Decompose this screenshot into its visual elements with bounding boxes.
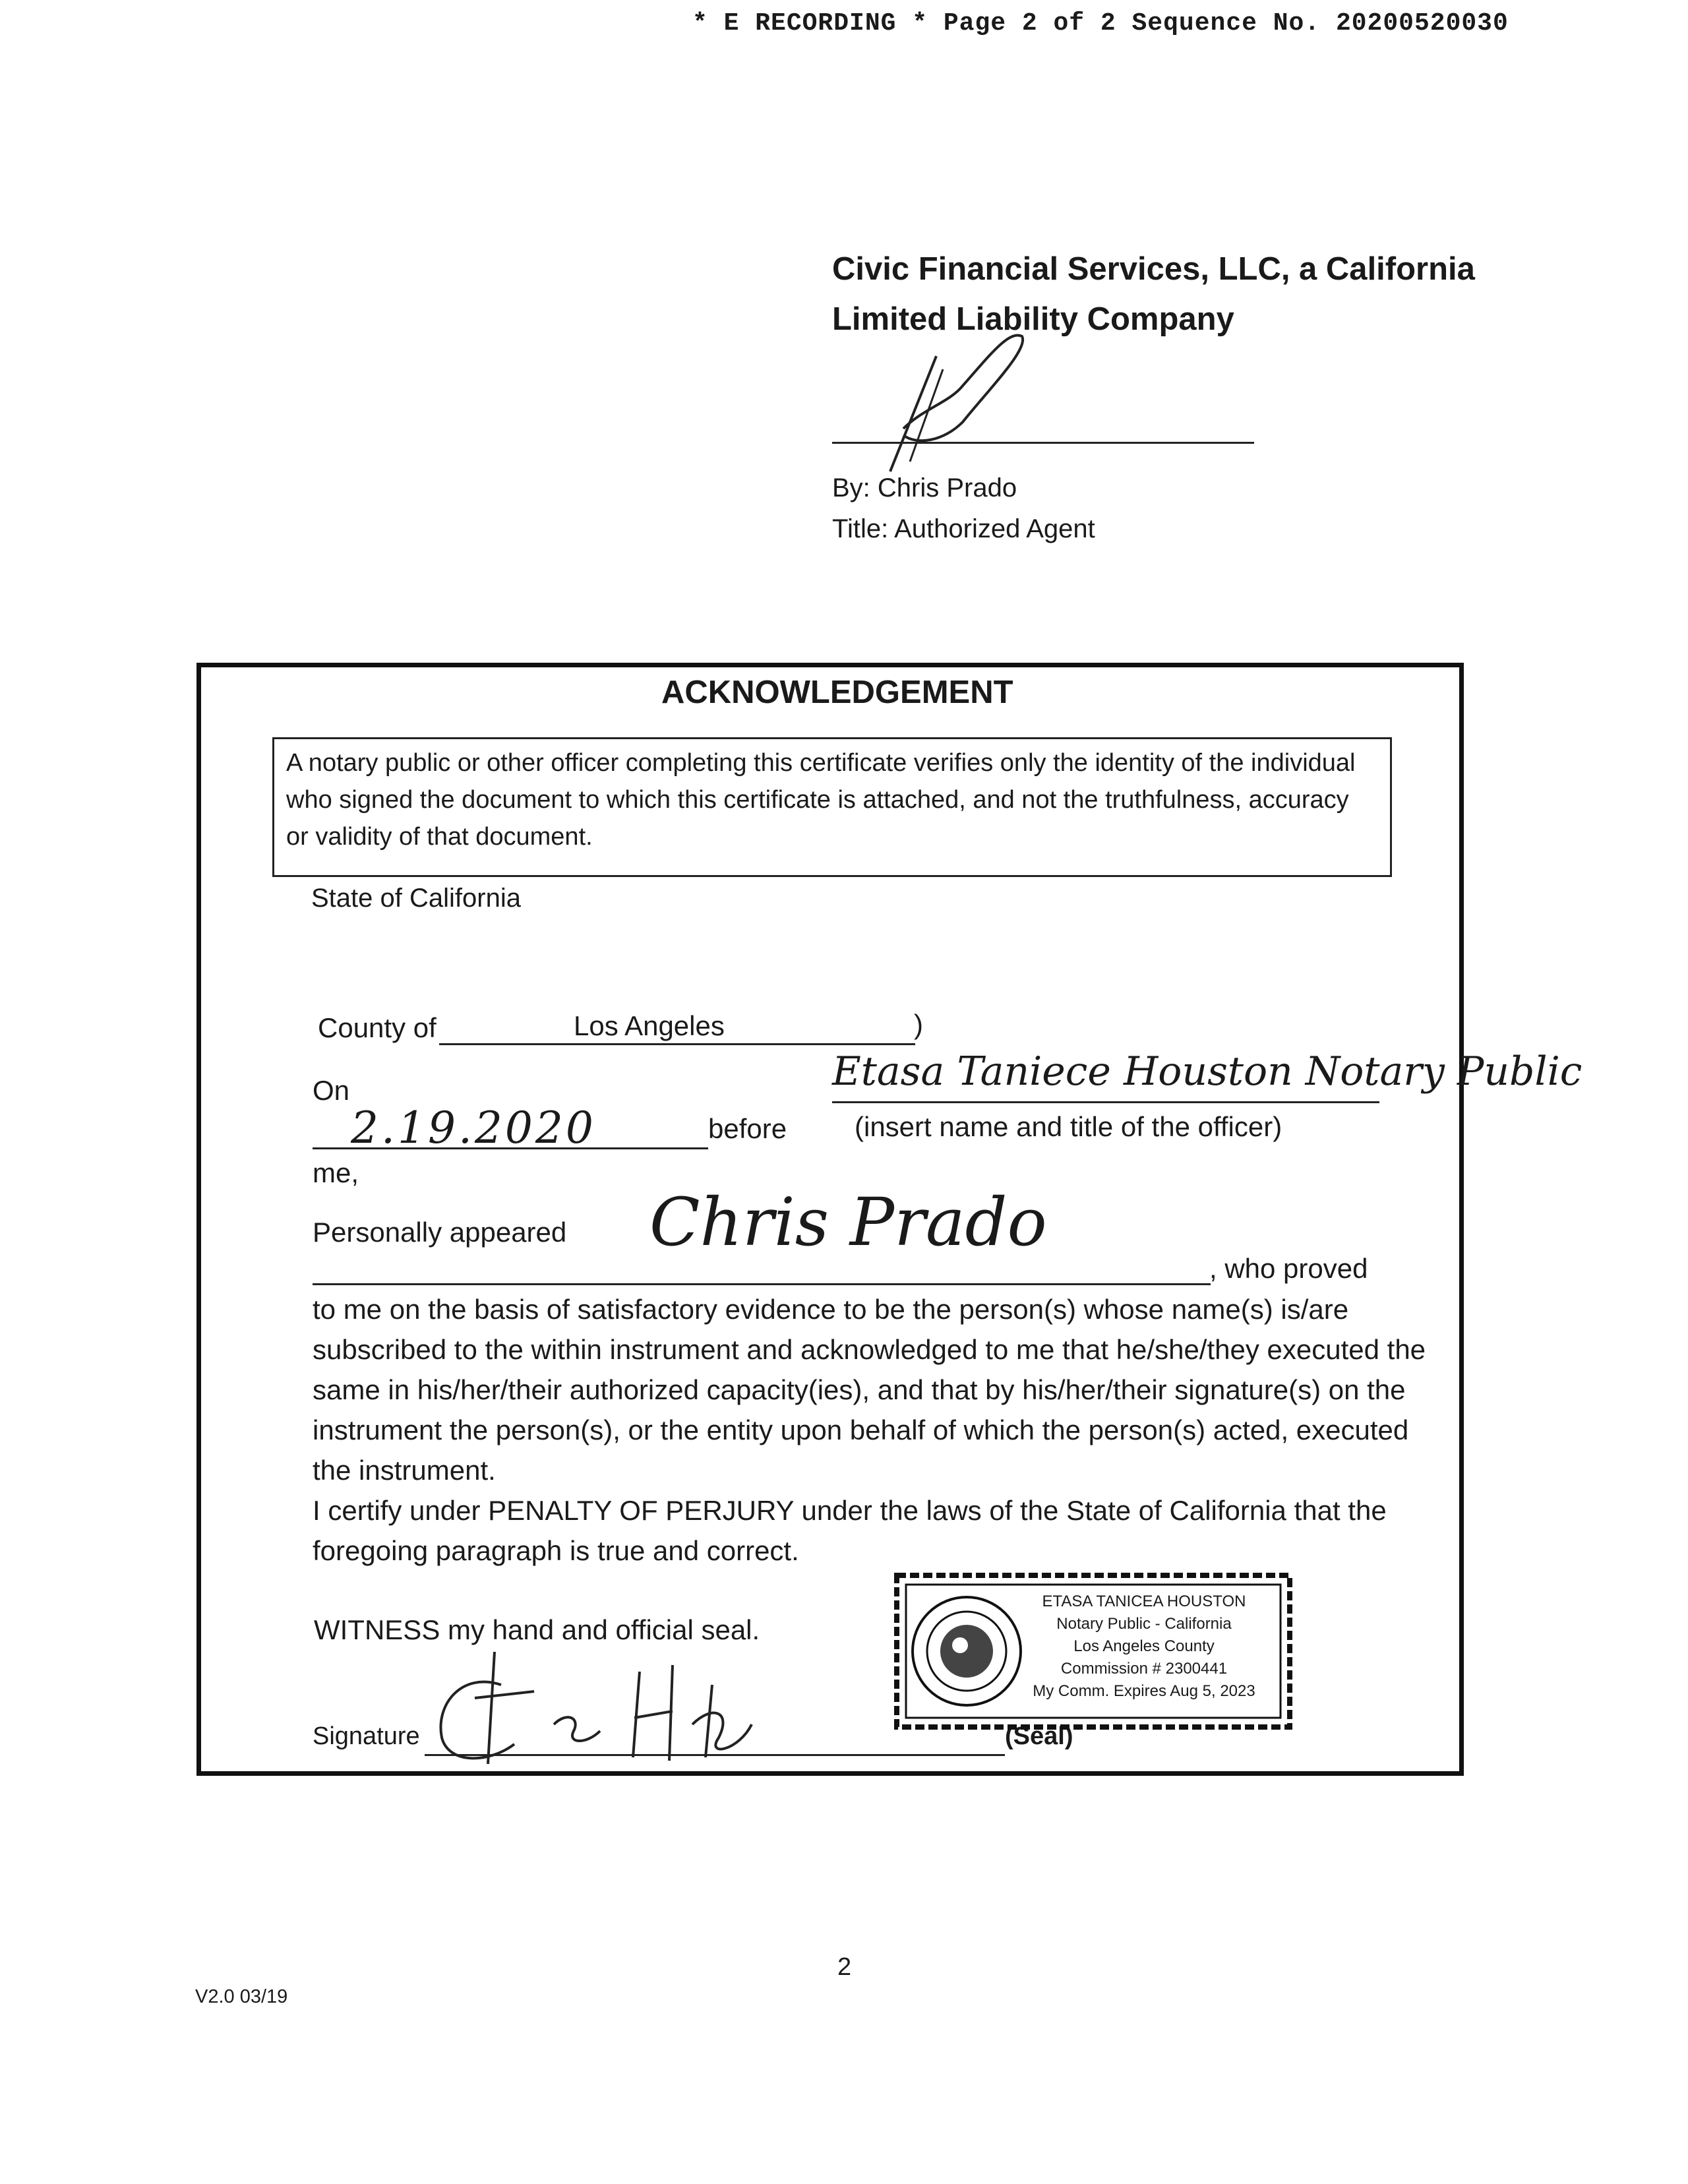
county-paren: ) bbox=[914, 1009, 923, 1040]
company-signature-line bbox=[832, 442, 1254, 444]
signer-title: Title: Authorized Agent bbox=[832, 514, 1095, 543]
appeared-underline bbox=[313, 1283, 1211, 1285]
officer-underline bbox=[832, 1101, 1379, 1103]
notary-stamp-text bbox=[1019, 1591, 1269, 1703]
stamp-notary-name: ETASA TANICEA HOUSTON bbox=[1042, 1592, 1246, 1610]
before-label: before bbox=[708, 1113, 787, 1144]
notary-notice-text: A notary public or other officer completing this certificate verifies only the identity of the individual who signed the document to which this certificate is attached, and not the truthfulness, accuracy or validity of that document. bbox=[286, 749, 1356, 851]
officer-caption: (insert name and title of the officer) bbox=[855, 1111, 1282, 1142]
acknowledgement-body: to me on the basis of satisfactory evidence to be the person(s) whose name(s) is/are subscribed to the within instrument and acknowledged to me that he/she/they executed the same in his/her/their authorized capacity(ies), and that by his/her/their signature(s) on the instrument the person(s), or the entity upon behalf of which the person(s) acted, executed the instrument. bbox=[313, 1294, 1426, 1486]
date-underline bbox=[313, 1147, 708, 1149]
company-name-line2: Limited Liability Company bbox=[832, 301, 1234, 337]
company-signature bbox=[864, 330, 1048, 475]
state-line: State of California bbox=[311, 884, 521, 913]
stamp-expiration: My Comm. Expires Aug 5, 2023 bbox=[1033, 1682, 1255, 1700]
county-value: Los Angeles bbox=[574, 1010, 725, 1041]
stamp-county: Los Angeles County bbox=[1073, 1637, 1215, 1655]
page-number: 2 bbox=[837, 1953, 852, 1981]
county-label: County of bbox=[318, 1012, 437, 1043]
version-label: V2.0 03/19 bbox=[195, 1986, 288, 2007]
signer-name: By: Chris Prado bbox=[832, 473, 1017, 502]
signature-underline bbox=[425, 1754, 1005, 1756]
acknowledgement-heading: ACKNOWLEDGEMENT bbox=[661, 675, 1013, 710]
me-label: me, bbox=[313, 1157, 359, 1188]
seal-label: (Seal) bbox=[1005, 1722, 1073, 1750]
signature-label: Signature bbox=[313, 1722, 420, 1750]
appeared-name-handwritten: Chris Prado bbox=[649, 1184, 1047, 1261]
appeared-label: Personally appeared bbox=[313, 1217, 567, 1248]
officer-name-handwritten: Etasa Taniece Houston Notary Public bbox=[832, 1048, 1582, 1095]
witness-statement: WITNESS my hand and official seal. bbox=[314, 1614, 760, 1645]
notary-notice bbox=[272, 737, 1392, 877]
stamp-notary-title: Notary Public - California bbox=[1056, 1615, 1232, 1633]
notary-signature bbox=[422, 1645, 791, 1771]
company-name-line1: Civic Financial Services, LLC, a California bbox=[832, 251, 1475, 287]
stamp-commission: Commission # 2300441 bbox=[1060, 1660, 1228, 1678]
county-underline bbox=[439, 1043, 915, 1045]
date-handwritten: 2.19.2020 bbox=[351, 1103, 596, 1153]
on-label: On bbox=[313, 1075, 350, 1106]
perjury-certification: I certify under PENALTY OF PERJURY under the laws of the State of California that the foregoing paragraph is true and correct. bbox=[313, 1495, 1387, 1566]
who-proved-label: , who proved bbox=[1209, 1253, 1368, 1284]
recording-header: * E RECORDING * Page 2 of 2 Sequence No. 20200520030 bbox=[692, 9, 1509, 38]
